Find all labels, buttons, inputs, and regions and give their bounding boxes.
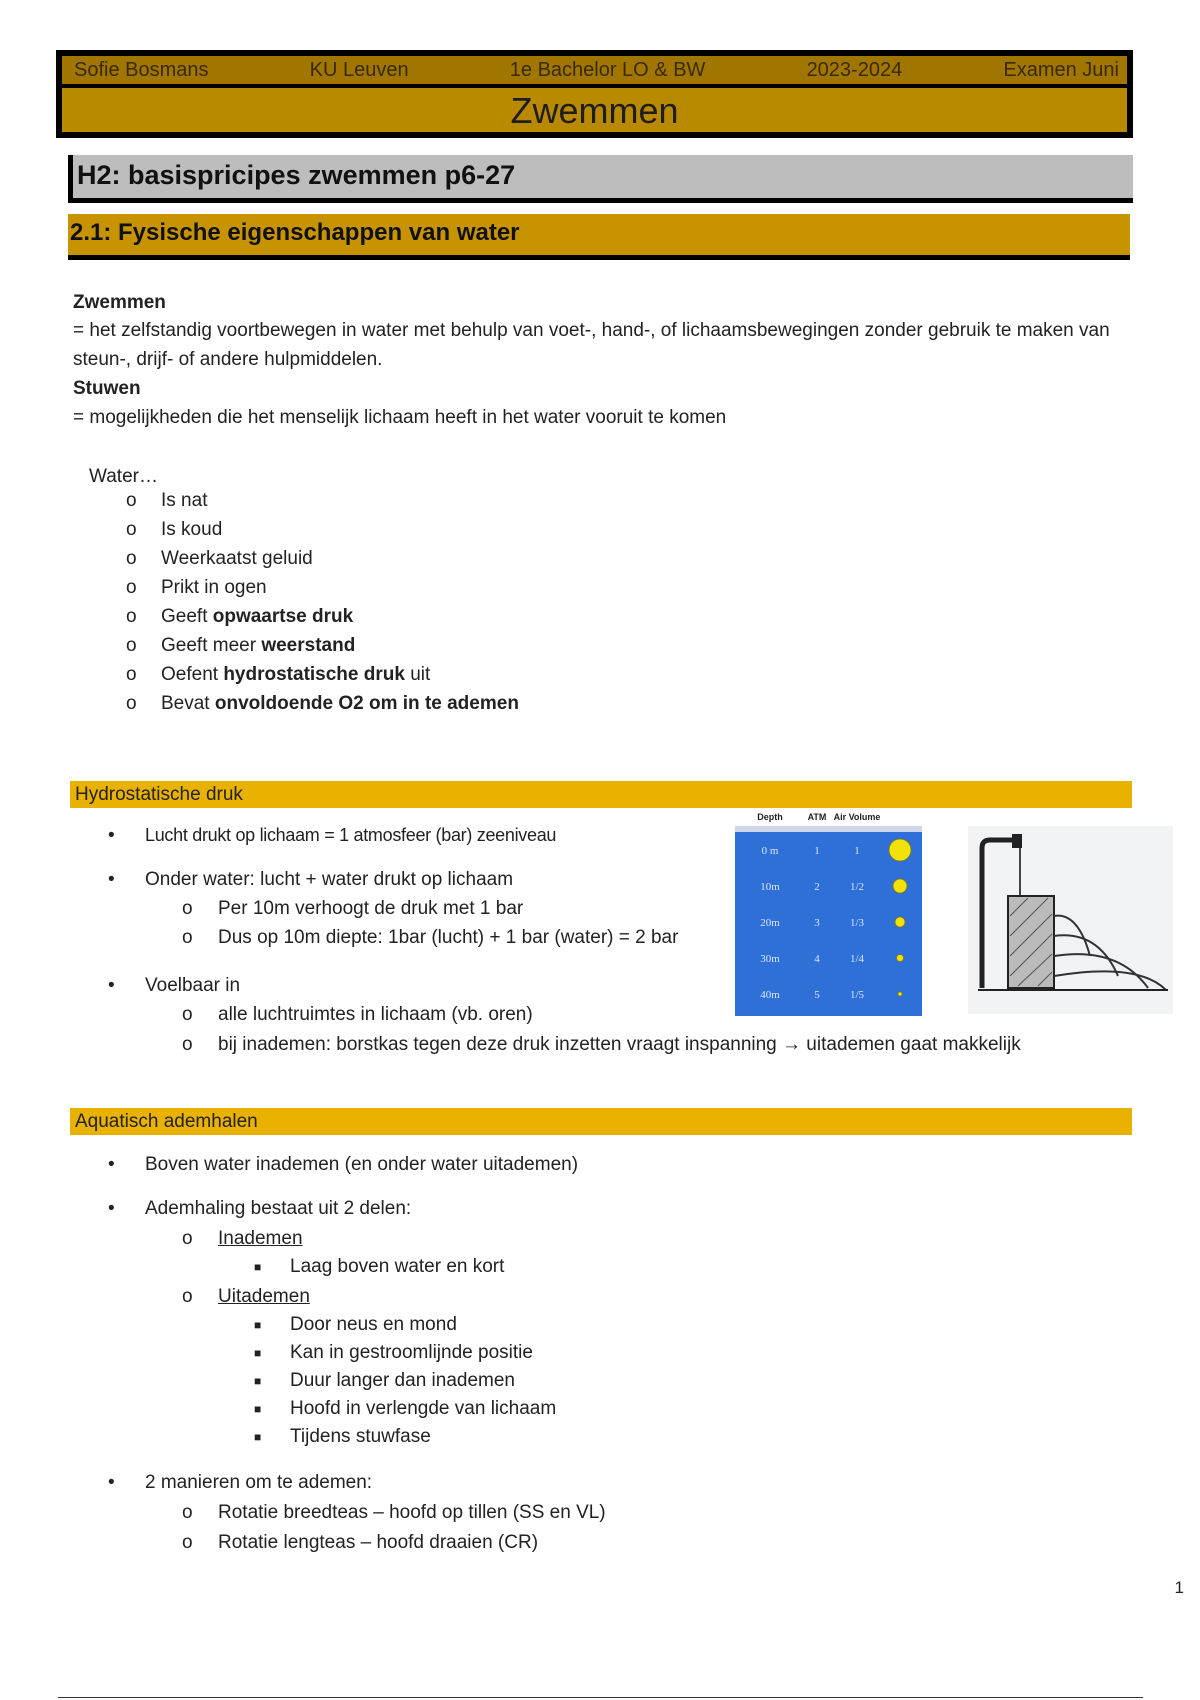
inademen-label: Inademen [218, 1228, 303, 1249]
aquatisch-bullet-1: Boven water inademen (en onder water uitademen) [145, 1154, 579, 1175]
list-item-text: Prikt in ogen [161, 577, 267, 598]
bullet-dot: • [108, 869, 115, 890]
list-item-bold-text: onvoldoende O2 om in te ademen [214, 693, 519, 714]
sub-bullet-o: o [182, 1228, 193, 1249]
list-item-text: Geeft [161, 606, 213, 627]
aquatisch-bullet-3: 2 manieren om te ademen: [145, 1472, 373, 1493]
list-item-text: Weerkaatst geluid [161, 548, 313, 569]
document-title: Zwemmen [510, 90, 679, 131]
air-bubble [889, 839, 911, 861]
figure-header: Air Volume [833, 812, 881, 822]
figure-atm-label: 3 [814, 917, 820, 929]
term-stuwen: Stuwen [73, 378, 141, 399]
hydro-bullet-3-sub-1: alle luchtruimtes in lichaam (vb. oren) [218, 1004, 533, 1025]
sub-bullet-o: o [126, 519, 137, 540]
footer-line [58, 1697, 1143, 1698]
air-bubble [893, 879, 907, 893]
sub-bullet-o: o [182, 1034, 193, 1055]
list-item-text: Is nat [161, 490, 208, 511]
aquatisch-heading: Aquatisch ademhalen [70, 1108, 1132, 1135]
list-item-text: Bevat [161, 693, 215, 714]
figure-header: ATM [807, 812, 827, 822]
figure-depth-label: 20m [760, 917, 780, 929]
list-item: Tijdens stuwfase [290, 1426, 431, 1447]
figure-atm-label: 1 [814, 845, 820, 857]
definition-zwemmen: = het zelfstandig voortbewegen in water met behulp van voet-, hand-, of lichaamsbewegingen zonder gebruik te maken van steun-, drijf- of andere hulpmiddelen. [73, 320, 1110, 370]
figure-header: Depth [757, 812, 783, 822]
figure-atm-label: 2 [814, 881, 820, 893]
page-number: 1 [1174, 1578, 1184, 1597]
sub-bullet-o: o [182, 898, 193, 919]
figure-depth-label: 10m [760, 881, 780, 893]
sub-bullet-o: o [182, 1004, 193, 1025]
figure-vol-label: 1/3 [849, 917, 865, 929]
header-meta-row [62, 56, 1127, 88]
section-heading: 2.1: Fysische eigenschappen van water [68, 214, 1130, 260]
list-item-text: uit [404, 664, 431, 685]
definition-stuwen: = mogelijkheden die het menselijk lichaam heeft in het water vooruit te komen [73, 407, 727, 428]
bullet-dot: • [108, 1154, 115, 1175]
square-bullet: ■ [254, 1402, 262, 1416]
list-item-text: Oefent [161, 664, 224, 685]
hydro-bullet-2-sub-1: Per 10m verhoogt de druk met 1 bar [218, 898, 524, 919]
list-item: Duur langer dan inademen [290, 1370, 515, 1391]
sub-bullet-o: o [182, 927, 193, 948]
bullet-dot: • [108, 825, 115, 846]
hydro-bullet-2-sub-2: Dus op 10m diepte: 1bar (lucht) + 1 bar (water) = 2 bar [218, 927, 679, 948]
tap-head [1012, 834, 1022, 848]
square-bullet: ■ [254, 1318, 262, 1332]
water-list-item [161, 606, 353, 628]
figure-vol-label: 1/5 [849, 989, 865, 1001]
square-bullet: ■ [254, 1346, 262, 1360]
figure-vol-label: 1 [854, 845, 860, 857]
water-jets-figure [968, 826, 1173, 1014]
figure-atm-label: 4 [814, 953, 820, 965]
term-zwemmen: Zwemmen [73, 292, 166, 313]
water-list-item [161, 664, 430, 686]
aquatisch-bullet-3-sub-2: Rotatie lengteas – hoofd draaien (CR) [218, 1532, 539, 1553]
uitademen-label: Uitademen [218, 1286, 310, 1307]
header-year: 2023-2024 [806, 58, 903, 81]
square-bullet: ■ [254, 1374, 262, 1388]
bullet-dot: • [108, 1472, 115, 1493]
figure-vol-label: 1/2 [849, 881, 865, 893]
header-university: KU Leuven [309, 58, 409, 81]
sub-bullet-o: o [126, 490, 137, 511]
figure-atm-label: 5 [814, 989, 820, 1001]
list-item: Kan in gestroomlijnde positie [290, 1342, 533, 1363]
figure-depth-label: 0 m [761, 845, 779, 857]
header-author: Sofie Bosmans [74, 58, 209, 81]
sub-bullet-o: o [182, 1502, 193, 1523]
hydro-bullet-1: Lucht drukt op lichaam = 1 atmosfeer (bar) zeeniveau [145, 825, 557, 845]
list-item-bold-text: opwaartse druk [212, 606, 354, 627]
figure-vol-label: 1/4 [849, 953, 865, 965]
water-list-item [161, 693, 519, 715]
sub-bullet-o: o [126, 577, 137, 598]
list-item: Laag boven water en kort [290, 1256, 505, 1277]
sub-bullet-o: o [126, 664, 137, 685]
water-list-item [161, 548, 313, 570]
list-item: Hoofd in verlengde van lichaam [290, 1398, 557, 1419]
figure-depth-label: 40m [760, 989, 780, 1001]
bullet-dot: • [108, 1198, 115, 1219]
square-bullet: ■ [254, 1260, 262, 1274]
depth-pressure-figure [735, 808, 925, 1016]
hydro-heading: Hydrostatische druk [70, 781, 1132, 808]
sub-bullet-o: o [126, 693, 137, 714]
aquatisch-bullet-2: Ademhaling bestaat uit 2 delen: [145, 1198, 412, 1219]
list-item-text: Is koud [161, 519, 223, 540]
air-bubble [898, 992, 902, 996]
sub-bullet-o: o [182, 1532, 193, 1553]
figure-surface-band [735, 826, 922, 832]
document-header [56, 50, 1133, 138]
air-bubble [897, 955, 904, 962]
list-item: Door neus en mond [290, 1314, 457, 1335]
hydro-bullet-3-sub-2: bij inademen: borstkas tegen deze druk inzetten vraagt inspanning → uitademen gaat makkelijk [218, 1034, 1021, 1055]
sub-bullet-o: o [126, 635, 137, 656]
square-bullet: ■ [254, 1430, 262, 1444]
water-heading: Water… [89, 466, 158, 487]
water-list-item [161, 577, 267, 599]
list-item-text: Geeft meer [161, 635, 262, 656]
hydro-bullet-2: Onder water: lucht + water drukt op lichaam [145, 869, 514, 890]
header-exam: Examen Juni [1003, 58, 1119, 81]
aquatisch-bullet-3-sub-1: Rotatie breedteas – hoofd op tillen (SS en VL) [218, 1502, 606, 1523]
sub-bullet-o: o [182, 1286, 193, 1307]
water-list-item [161, 635, 355, 657]
chapter-heading: H2: basispricipes zwemmen p6-27 [68, 155, 1133, 203]
water-list-item [161, 490, 207, 512]
list-item-bold-text: weerstand [261, 635, 356, 656]
hydro-bullet-3: Voelbaar in [145, 975, 241, 996]
air-bubble [895, 917, 905, 927]
sub-bullet-o: o [126, 606, 137, 627]
list-item-bold-text: hydrostatische druk [223, 664, 405, 685]
figure-depth-label: 30m [760, 953, 780, 965]
bullet-dot: • [108, 975, 115, 996]
header-program: 1e Bachelor LO & BW [509, 58, 706, 81]
sub-bullet-o: o [126, 548, 137, 569]
water-list-item [161, 519, 222, 541]
